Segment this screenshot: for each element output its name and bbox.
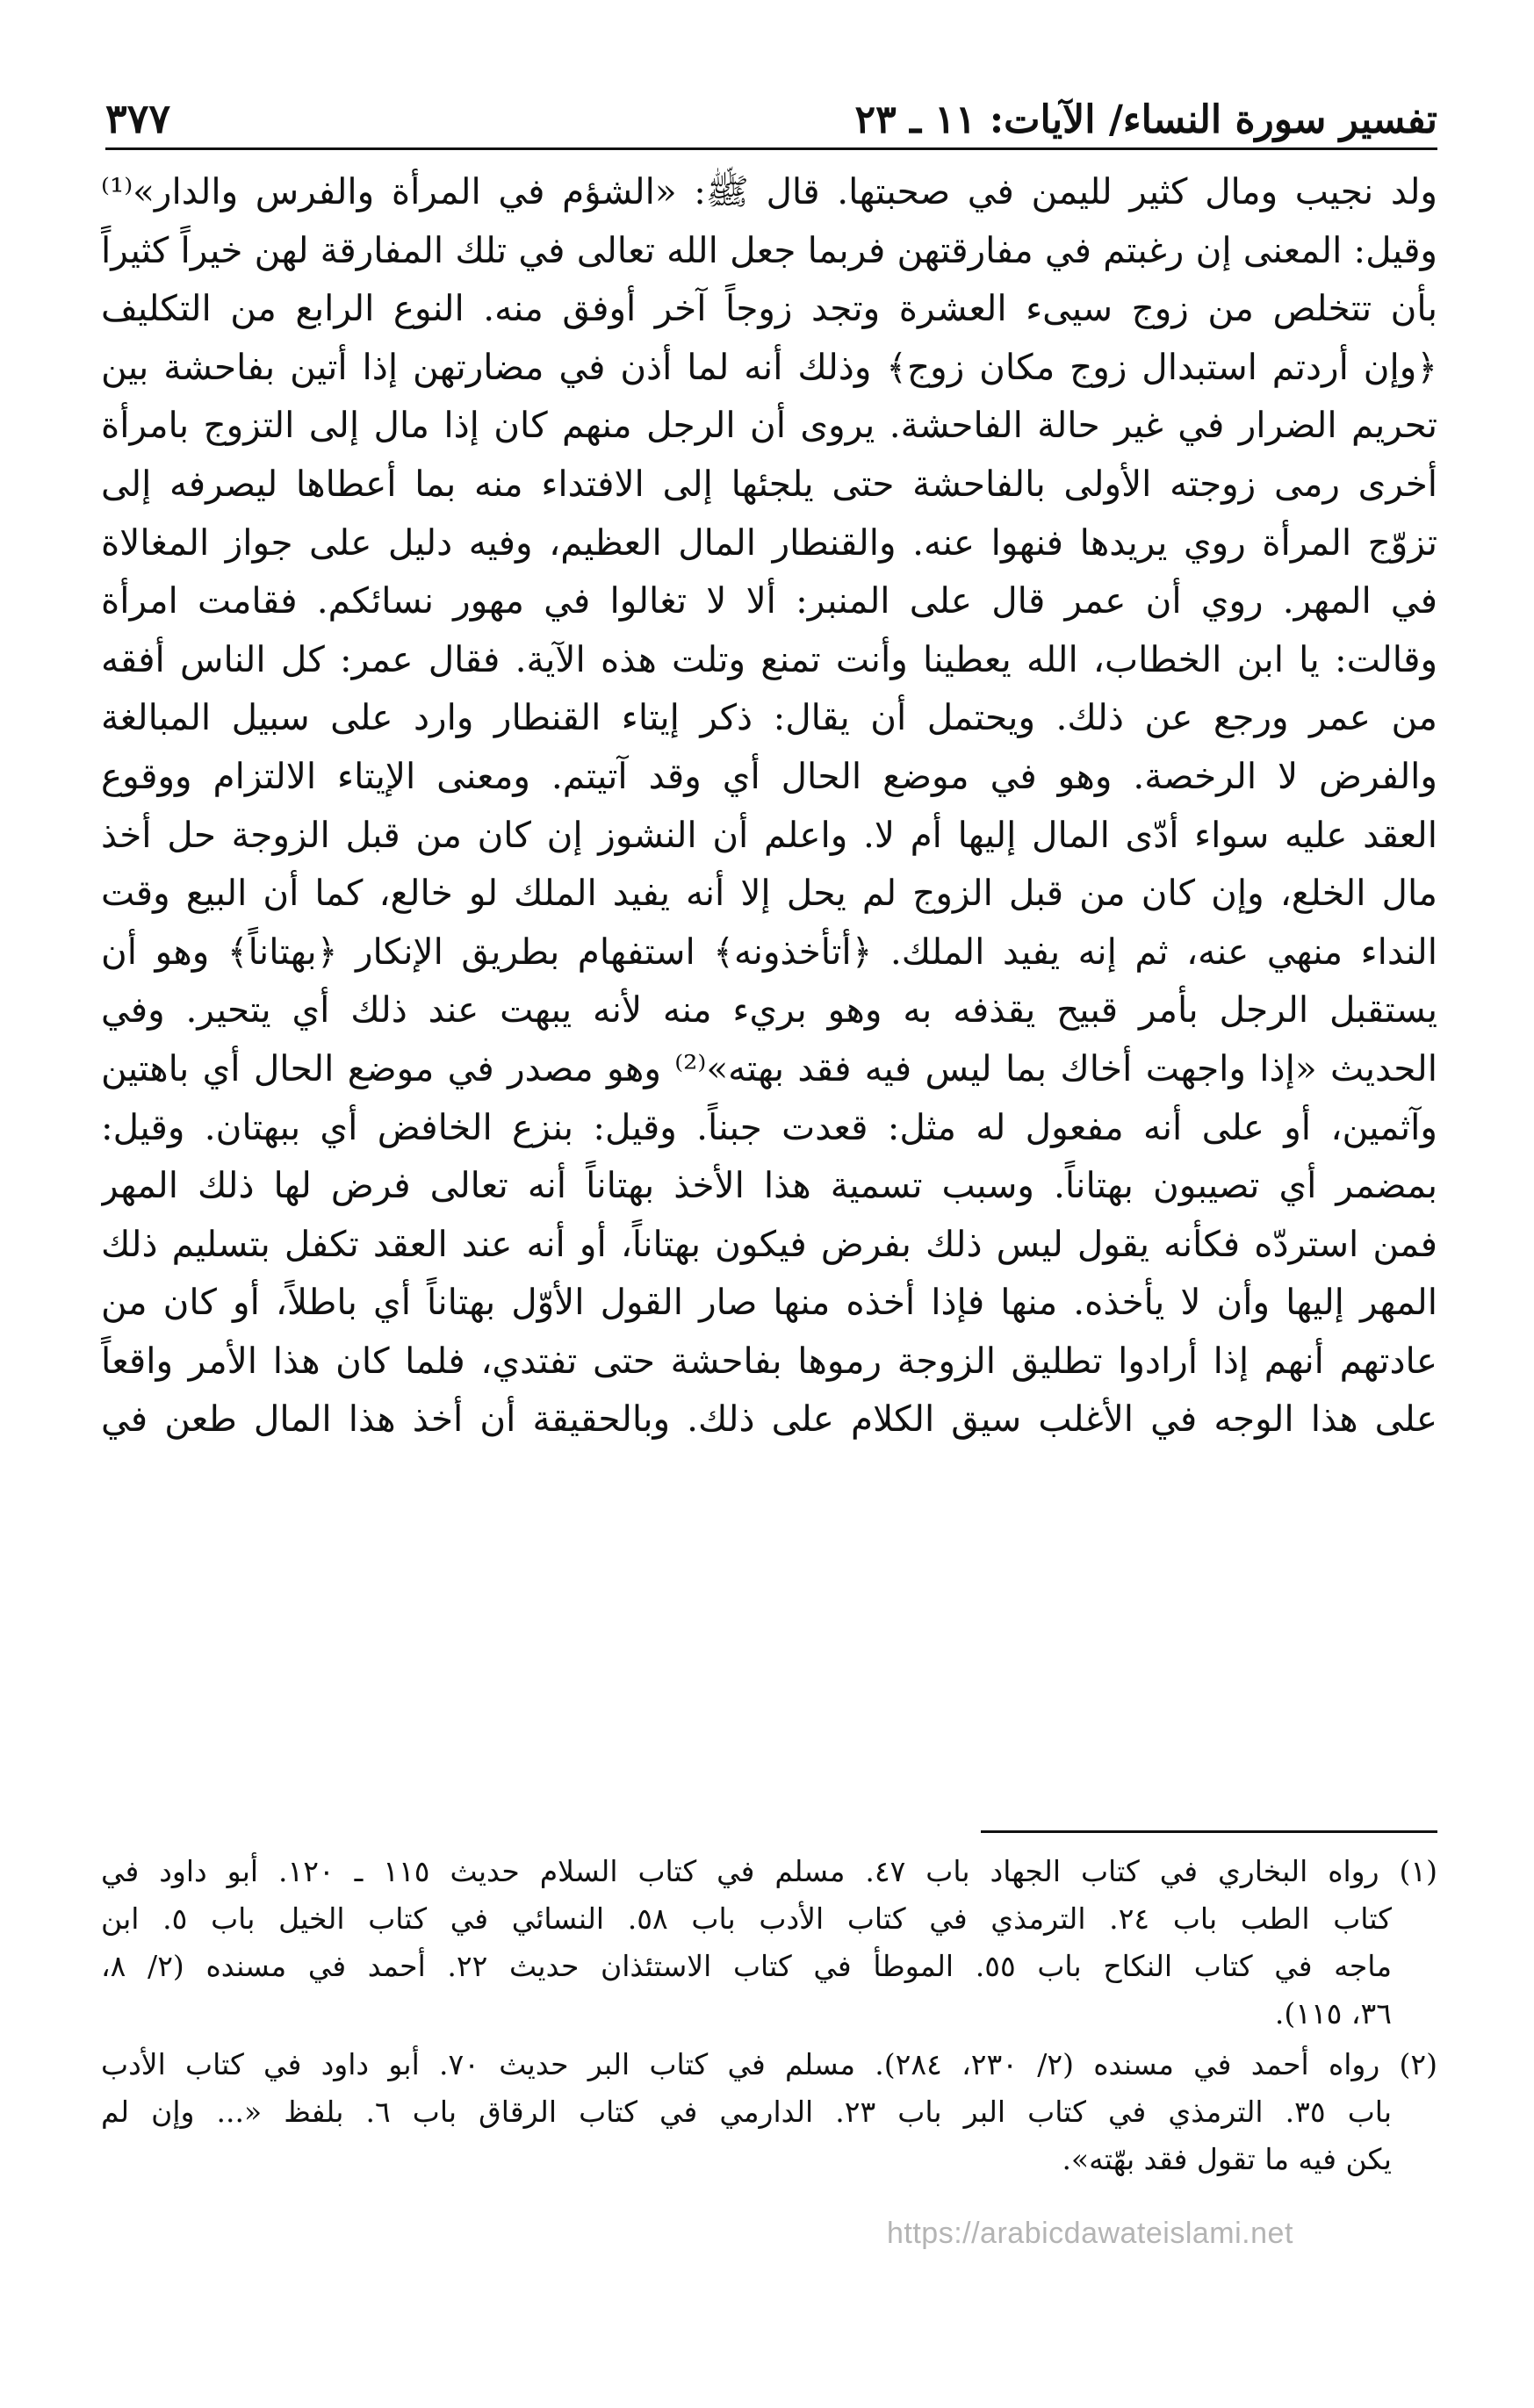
page-number: ٣٧٧: [105, 95, 171, 142]
text-line: بأن تتخلص من زوج سيىء العشرة وتجد زوجاً آخر أوفق منه. النوع الرابع من التكليف: [101, 287, 1437, 330]
text-line: المهر إليها وأن لا يأخذه. منها فإذا أخذه منها صار القول الأوّل بهتاناً أي باطلاً، أو كان من: [101, 1281, 1437, 1324]
text-line: وقالت: يا ابن الخطاب، الله يعطينا وأنت تمنع وتلت هذه الآية. فقال عمر: كل الناس أفقه: [101, 637, 1437, 680]
footnote-line: ماجه في كتاب النكاح باب ٥٥. الموطأ في كتاب الاستئذان حديث ٢٢. أحمد في مسنده (٢/ ٨،: [101, 1949, 1392, 1983]
footnote-divider: [981, 1830, 1437, 1833]
text-line: أخرى رمى زوجته الأولى بالفاحشة حتى يلجئها إلى الافتداء منه بما أعطاها ليصرفه إلى: [101, 462, 1437, 505]
text-line: عادتهم أنهم إذا أرادوا تطليق الزوجة رموها بفاحشة حتى تفتدي، فلما كان هذا الأمر واقعاً: [101, 1339, 1437, 1382]
text-line: ولد نجيب ومال كثير لليمن في صحبتها. قال ﷺ: «الشؤم في المرأة والفرس والدار»⁽¹⁾: [101, 170, 1437, 212]
text-line: تحريم الضرار في غير حالة الفاحشة. يروى أن الرجل منهم كان إذا مال إلى التزوج بامرأة: [101, 404, 1437, 447]
text-line: مال الخلع، وإن كان من قبل الزوج لم يحل إلا أنه يفيد الملك لو خالع، كما أن البيع وقت: [101, 872, 1437, 915]
footnote-line: ٣٦، ١١٥).: [1274, 1996, 1392, 2031]
text-line: على هذا الوجه في الأغلب سيق الكلام على ذلك. وبالحقيقة أن أخذ هذا المال طعن في: [101, 1398, 1437, 1441]
text-line: العقد عليه سواء أدّى المال إليها أم لا. واعلم أن النشوز إن كان من قبل الزوجة حل أخذ: [101, 813, 1437, 856]
text-line: والفرض لا الرخصة. وهو في موضع الحال أي وقد آتيتم. ومعنى الإيتاء الالتزام ووقوع: [101, 754, 1437, 797]
watermark-url: https://arabicdawateislami.net: [887, 2217, 1293, 2250]
footnote-line: يكن فيه ما تقول فقد بهّته».: [1062, 2142, 1392, 2176]
text-line: تزوّج المرأة روي يريدها فنهوا عنه. والقنطار المال العظيم، وفيه دليل على جواز المغالاة: [101, 521, 1437, 564]
text-line: يستقبل الرجل بأمر قبيح يقذفه به وهو بريء منه لأنه يبهت عند ذلك أي يتحير. وفي: [101, 988, 1437, 1031]
text-line: الحديث «إذا واجهت أخاك بما ليس فيه فقد بهته»⁽²⁾ وهو مصدر في موضع الحال أي باهتين: [101, 1046, 1437, 1089]
footnote-line: (٢) رواه أحمد في مسنده (٢/ ٢٣٠، ٢٨٤). مسلم في كتاب البر حديث ٧٠. أبو داود في كتاب الأدب: [101, 2047, 1437, 2081]
main-text: [101, 162, 1437, 1448]
text-line: وقيل: المعنى إن رغبتم في مفارقتهن فربما جعل الله تعالى في تلك المفارقة لهن خيراً كثيراً: [101, 228, 1437, 271]
text-line: وآثمين، أو على أنه مفعول له مثل: قعدت جبناً. وقيل: بنزع الخافض أي ببهتان. وقيل:: [101, 1105, 1437, 1148]
running-title: تفسير سورة النساء/ الآيات: ١١ ـ ٢٣: [854, 97, 1437, 142]
footnote-1: [101, 1848, 1437, 2038]
running-header: [105, 81, 1437, 150]
footnotes: [101, 1848, 1437, 2187]
text-line: فمن استردّه فكأنه يقول ليس ذلك بفرض فيكون بهتاناً، أو أنه عند العقد تكفل بتسليم ذلك: [101, 1222, 1437, 1265]
text-line: ﴿وإن أردتم استبدال زوج مكان زوج﴾ وذلك أنه لما أذن في مضارتهن إذا أتين بفاحشة بين: [101, 345, 1437, 388]
text-line: من عمر ورجع عن ذلك. ويحتمل أن يقال: ذكر إيتاء القنطار وارد على سبيل المبالغة: [101, 696, 1437, 739]
footnote-line: كتاب الطب باب ٢٤. الترمذي في كتاب الأدب باب ٥٨. النسائي في كتاب الخيل باب ٥. ابن: [101, 1901, 1393, 1936]
footnote-2: [101, 2041, 1437, 2183]
footnote-line: باب ٣٥. الترمذي في كتاب البر باب ٢٣. الدارمي في كتاب الرقاق باب ٦. بلفظ «... وإن لم: [101, 2095, 1393, 2129]
text-line: النداء منهي عنه، ثم إنه يفيد الملك. ﴿أتأخذونه﴾ استفهام بطريق الإنكار ﴿بهتاناً﴾ وهو أن: [101, 930, 1437, 973]
footnote-line: (١) رواه البخاري في كتاب الجهاد باب ٤٧. مسلم في كتاب السلام حديث ١١٥ ـ ١٢٠. أبو داود في: [101, 1854, 1437, 1888]
text-line: في المهر. روي أن عمر قال على المنبر: ألا لا تغالوا في مهور نسائكم. فقامت امرأة: [101, 579, 1437, 622]
text-line: بمضمر أي تصيبون بهتاناً. وسبب تسمية هذا الأخذ بهتاناً أنه تعالى فرض لها ذلك المهر: [101, 1164, 1437, 1207]
